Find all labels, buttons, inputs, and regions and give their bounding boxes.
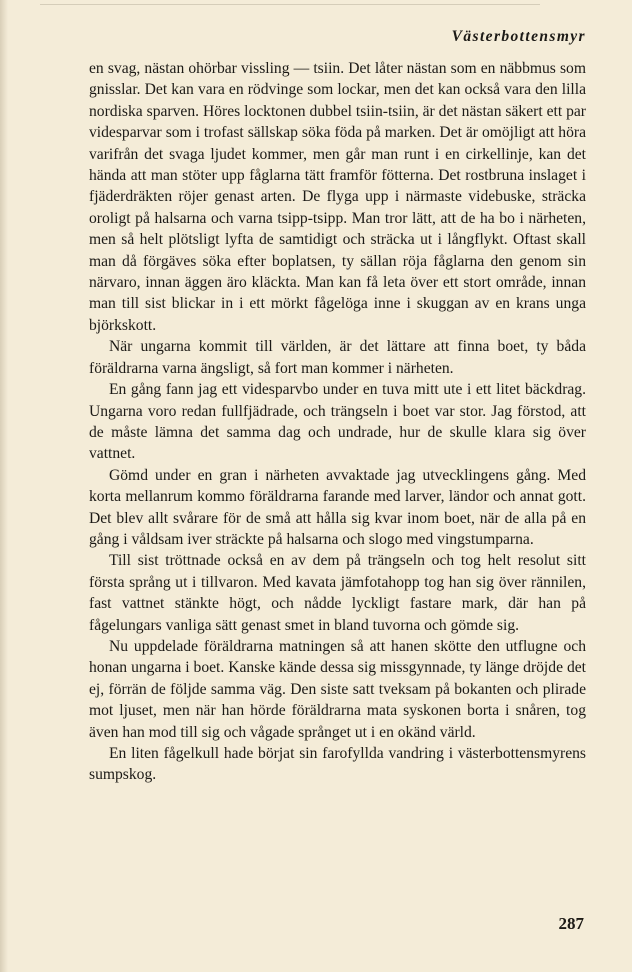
paragraph-6: Nu uppdelade föräldrarna matningen så att hanen skötte den utflugne och honan ungarna i boet. Kanske kände dessa sig missgynnade, ty länge dröjde det ej, förrän de följde samma väg. Den siste satt tveksam på bokanten och plirade mot ljuset, men när han hörde föräldrarna mata syskonen borta i snåren, tog även han mod till sig och vågade språnget ut i en okänd värld. bbox=[89, 637, 586, 741]
paragraph-2: När ungarna kommit till världen, är det lättare att finna boet, ty båda föräldrarna varna ängsligt, så fort man kommer i närheten. bbox=[89, 338, 586, 377]
page-top-edge bbox=[40, 4, 540, 5]
running-head: Västerbottensmyr bbox=[451, 28, 586, 45]
paragraph-4: Gömd under en gran i närheten avvaktade jag utvecklingens gång. Med korta mellanrum kommo föräldrarna farande med larver, ländor och annat gott. Det blev allt svårare för de små att hålla sig kvar inom boet, när de alla på en gång i våldsam iver sträckte på halsarna och slogo med vingstumparna. bbox=[89, 466, 586, 548]
body-text bbox=[89, 58, 586, 786]
paragraph-1: en svag, nästan ohörbar vissling — tsiin. Det låter nästan som en näbbmus som gnisslar. Det kan vara en rödvinge som lockar, men det kan också vara den lilla nordiska sparven. Höres locktonen dubbel tsiin-tsiin, är det nästan säkert ett par videsparvar som i trofast sällskap söka föda på marken. Det är omöjligt att höra varifrån det svaga ljudet kommer, men går man runt i en cirkellinje, kan det hända att man stöter upp fåglarna tätt framför fötterna. Det rostbruna inslaget i fjäderdräkten röjer genast arten. De flyga upp i närmaste videbuske, sträcka oroligt på halsarna och varna tsipp-tsipp. Man tror lätt, att de ha bo i närheten, men så helt plötsligt lyfta de samtidigt och sträcka ut i långflykt. Oftast skall man då förgäves söka efter boplatsen, ty sällan röja fåglarna den genom sin närvaro, innan äggen äro kläckta. Man kan få leta över ett stort område, innan man till sist blickar in i ett mörkt fågelöga inne i skuggan av en krans unga björkskott. bbox=[89, 60, 586, 334]
page-number: 287 bbox=[558, 914, 584, 933]
paragraph-7: En liten fågelkull hade börjat sin farofyllda vandring i västerbottensmyrens sumpskog. bbox=[89, 745, 586, 784]
page-edge-shadow bbox=[0, 0, 8, 972]
paragraph-3: En gång fann jag ett videsparvbo under en tuva mitt ute i ett litet bäckdrag. Ungarna voro redan fullfjädrade, och trängseln i boet var stor. Jag förstod, att de måste lämna det samma dag och undrade, hur de skulle klara sig över vattnet. bbox=[89, 381, 586, 463]
paragraph-5: Till sist tröttnade också en av dem på trängseln och tog helt resolut sitt första språng ut i tillvaron. Med kavata jämfotahopp tog han sig över rännilen, fast vattnet stänkte högt, och nådde lyckligt fastare mark, där han på fågelungars vanliga sätt genast smet in bland tuvorna och gömde sig. bbox=[89, 552, 586, 634]
